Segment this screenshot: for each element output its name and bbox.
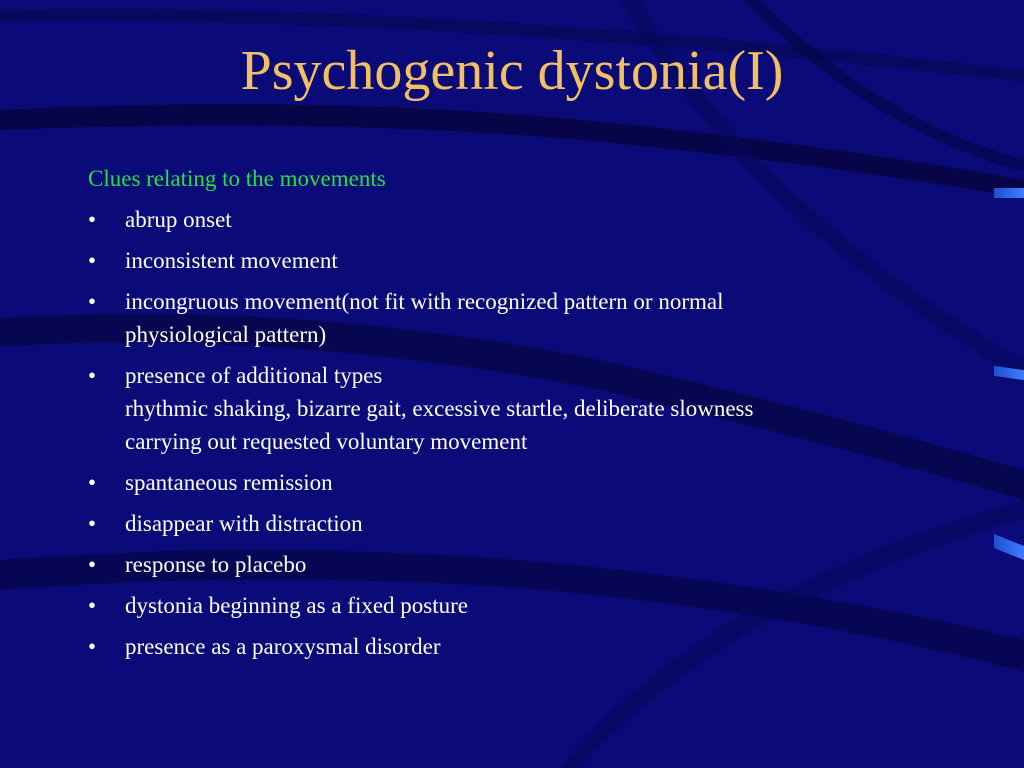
bullet-text: rhythmic shaking, bizarre gait, excessive startle, deliberate slowness: [125, 396, 754, 421]
bullet-text: spantaneous remission: [125, 470, 333, 495]
bullet-marker: •: [88, 511, 97, 536]
bullet-text: presence as a paroxysmal disorder: [125, 634, 441, 659]
bullet-marker: •: [88, 289, 97, 314]
bullet-text: physiological pattern): [125, 322, 327, 347]
bullet-text: dystonia beginning as a fixed posture: [125, 593, 469, 618]
bullet-text: carrying out requested voluntary movement: [125, 429, 528, 454]
bullet-item: [88, 548, 948, 581]
bullet-text: disappear with distraction: [125, 511, 363, 536]
bullet-text: response to placebo: [125, 552, 307, 577]
bullet-item: [88, 244, 948, 277]
bullet-list: [88, 203, 948, 663]
slide-title: Psychogenic dystonia(I): [240, 40, 784, 102]
bullet-text: inconsistent movement: [125, 248, 338, 273]
bullet-marker: •: [88, 363, 97, 388]
bullet-item: [88, 507, 948, 540]
bullet-item: [88, 466, 948, 499]
edge-tab-marker: [994, 188, 1024, 198]
bullet-marker: •: [88, 248, 97, 273]
section-subheading: Clues relating to the movements: [88, 166, 386, 191]
bullet-marker: •: [88, 207, 97, 232]
bullet-marker: •: [88, 593, 97, 618]
bullet-marker: •: [88, 552, 97, 577]
bullet-item: [88, 285, 948, 351]
bullet-item: [88, 589, 948, 622]
bullet-item: [88, 203, 948, 236]
slide-content: [88, 162, 948, 671]
bullet-item: [88, 630, 948, 663]
bullet-marker: •: [88, 470, 97, 495]
bullet-text: abrup onset: [125, 207, 232, 232]
bullet-text: presence of additional types: [125, 363, 383, 388]
bullet-item: [88, 359, 948, 458]
bullet-text: incongruous movement(not fit with recognized pattern or normal: [125, 289, 724, 314]
bullet-marker: •: [88, 634, 97, 659]
